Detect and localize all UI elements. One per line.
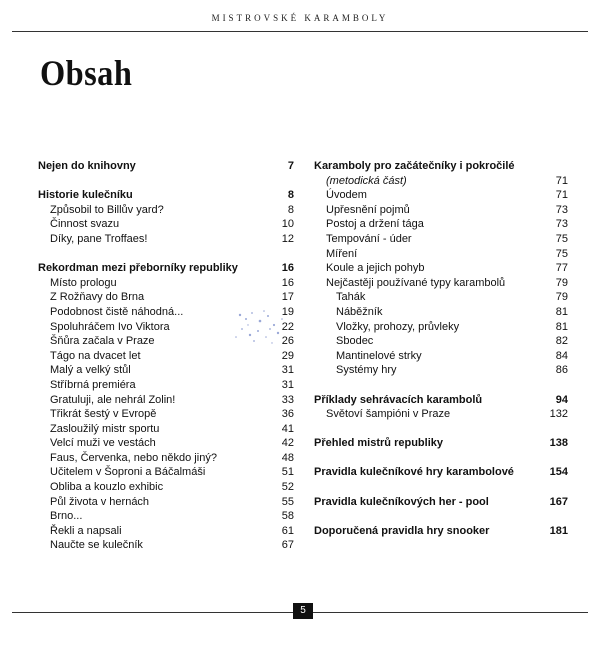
toc-entry-title: Příklady sehrávacích karambolů: [314, 393, 483, 406]
toc-left-column: [38, 159, 294, 553]
toc-entry: [314, 203, 568, 218]
running-head: MISTROVSKÉ KARAMBOLY: [211, 13, 389, 23]
toc-entry-page: 7: [287, 160, 294, 172]
toc-entry: [38, 378, 294, 393]
toc-entry-title: Z Rožňavy do Brna: [50, 291, 145, 304]
toc-right-column: [314, 159, 568, 538]
toc-entry: [38, 495, 294, 510]
toc-entry-page: 41: [281, 422, 294, 435]
toc-entry-page: 36: [281, 408, 294, 421]
toc-entry-page: 154: [549, 466, 568, 479]
toc-entry-page: 31: [281, 364, 294, 377]
toc-entry-page: 75: [555, 247, 568, 260]
toc-entry-page: 58: [281, 510, 294, 523]
toc-entry-page: 16: [281, 262, 294, 275]
toc-entry-title: Stříbrná premiéra: [50, 378, 136, 391]
toc-entry-title: Učitelem v Šoproni a Báčalmáši: [50, 466, 206, 479]
toc-entry: [38, 393, 294, 408]
toc-entry-title: Pravidla kulečníkové hry karambolové: [314, 466, 514, 479]
toc-entry-title: Způsobil to Billův yard?: [50, 203, 164, 216]
toc-entry-page: 167: [549, 495, 568, 508]
toc-entry-title: Malý a velký stůl: [50, 364, 131, 377]
toc-entry: [38, 436, 294, 451]
toc-entry: [314, 174, 568, 189]
toc-entry: [38, 509, 294, 524]
toc-entry: [314, 276, 568, 291]
toc-spacer: [314, 422, 568, 437]
toc-entry-title: Karamboly pro začátečníky i pokročilé: [314, 160, 515, 172]
toc-section: [314, 495, 568, 510]
toc-entry-title: Tahák: [336, 291, 366, 304]
header-rule: [12, 31, 588, 32]
page-title: Obsah: [40, 53, 133, 93]
toc-entry: [314, 261, 568, 276]
toc-entry-title: Naučte se kulečník: [50, 539, 143, 552]
toc-entry-title: (metodická část): [326, 174, 407, 187]
toc-entry-page: 26: [281, 335, 294, 348]
toc-entry: [38, 334, 294, 349]
toc-spacer: [38, 174, 294, 189]
toc-entry-page: 31: [281, 378, 294, 391]
toc-entry-page: 86: [555, 364, 568, 377]
toc-entry: [38, 451, 294, 466]
toc-entry-title: Koule a jejich pohyb: [326, 262, 425, 275]
toc-entry: [314, 188, 568, 203]
toc-entry: [314, 349, 568, 364]
toc-entry: [314, 363, 568, 378]
toc-entry-title: Faus, Červenka, nebo někdo jiný?: [50, 451, 217, 464]
toc-entry-title: Nejčastěji používané typy karambolů: [326, 276, 506, 289]
toc-entry: [38, 276, 294, 291]
toc-entry-page: 42: [281, 437, 294, 450]
toc-entry-page: 79: [555, 291, 568, 304]
toc-entry-page: 67: [281, 539, 294, 552]
toc-entry-title: Velcí muži ve vestách: [50, 437, 156, 450]
toc-entry-title: Nejen do knihovny: [38, 160, 136, 172]
toc-section: [314, 159, 568, 174]
toc-entry-page: 51: [281, 466, 294, 479]
toc-entry: [314, 320, 568, 335]
toc-entry-title: Tágo na dvacet let: [50, 349, 141, 362]
toc-entry-page: 81: [555, 305, 568, 318]
toc-entry-title: Podobnost čistě náhodná...: [50, 305, 184, 318]
toc-entry: [314, 407, 568, 422]
toc-entry: [38, 465, 294, 480]
toc-entry-page: 22: [281, 320, 294, 333]
toc-entry-page: 10: [281, 218, 294, 231]
toc-entry-page: 8: [287, 203, 294, 216]
toc-entry-page: 71: [555, 174, 568, 187]
toc-spacer: [314, 378, 568, 393]
toc-entry-title: Pravidla kulečníkových her - pool: [314, 495, 489, 508]
toc-entry-page: 132: [549, 408, 568, 421]
toc-entry-title: Činnost svazu: [50, 218, 120, 231]
toc-entry-title: Díky, pane Troffaes!: [50, 232, 148, 245]
toc-entry: [38, 217, 294, 232]
toc-entry-title: Třikrát šestý v Evropě: [50, 408, 157, 421]
toc-section: [314, 436, 568, 451]
toc-entry: [38, 203, 294, 218]
toc-spacer: [314, 509, 568, 524]
toc-section: [314, 524, 568, 539]
toc-entry: [38, 232, 294, 247]
toc-entry-title: Míření: [326, 247, 358, 260]
toc-entry-page: 79: [555, 276, 568, 289]
toc-section: [38, 159, 294, 174]
toc-entry-page: 33: [281, 393, 294, 406]
toc-spacer: [314, 480, 568, 495]
toc-entry-page: 52: [281, 481, 294, 494]
toc-entry-page: 82: [555, 335, 568, 348]
toc-entry: [38, 407, 294, 422]
toc-entry-title: Tempování - úder: [326, 232, 412, 245]
toc-entry-title: Postoj a držení tága: [326, 218, 424, 231]
toc-entry-page: 84: [555, 349, 568, 362]
toc-section: [314, 465, 568, 480]
toc-entry: [314, 290, 568, 305]
toc-section: [38, 188, 294, 203]
toc-entry-title: Zasloužilý mistr sportu: [50, 422, 160, 435]
toc-entry-page: 17: [281, 291, 294, 304]
toc-spacer: [38, 247, 294, 262]
toc-entry-title: Místo prologu: [50, 276, 117, 289]
page-number-badge: 5: [293, 603, 313, 619]
toc-entry: [314, 305, 568, 320]
toc-section: [38, 261, 294, 276]
toc-entry: [314, 247, 568, 262]
toc-entry-page: 19: [281, 305, 294, 318]
toc-entry-page: 138: [549, 437, 568, 450]
toc-entry-title: Řekli a napsali: [50, 524, 122, 537]
toc-entry-page: 73: [555, 218, 568, 231]
toc-entry: [314, 232, 568, 247]
toc-entry-title: Historie kulečníku: [38, 189, 133, 202]
toc-entry-title: Upřesnění pojmů: [326, 203, 410, 216]
toc-entry-title: Doporučená pravidla hry snooker: [314, 524, 490, 537]
toc-entry-title: Šňůra začala v Praze: [50, 335, 155, 348]
toc-entry-page: 29: [281, 349, 294, 362]
toc-entry-page: 55: [281, 495, 294, 508]
toc-entry: [38, 349, 294, 364]
toc-entry-title: Úvodem: [326, 189, 367, 202]
toc-entry-page: 81: [555, 320, 568, 333]
toc-entry: [38, 363, 294, 378]
toc-entry: [38, 305, 294, 320]
toc-entry-page: 12: [281, 232, 294, 245]
toc-entry-title: Přehled mistrů republiky: [314, 437, 443, 450]
toc-entry-page: 94: [555, 393, 568, 406]
toc-entry-title: Systémy hry: [336, 364, 397, 377]
toc-entry-page: 181: [549, 524, 568, 537]
toc-entry-title: Mantinelové strky: [336, 349, 422, 362]
toc-entry: [38, 422, 294, 437]
toc-entry: [38, 320, 294, 335]
toc-entry-title: Brno...: [50, 510, 83, 523]
toc-entry-title: Půl života v hernách: [50, 495, 150, 508]
toc-entry-page: 48: [281, 451, 294, 464]
toc-entry-page: 16: [281, 276, 294, 289]
toc-entry: [38, 480, 294, 495]
toc-entry-title: Obliba a kouzlo exhibic: [50, 481, 164, 494]
toc-entry-page: 61: [281, 524, 294, 537]
toc-entry-title: Náběžník: [336, 305, 383, 318]
toc-entry-title: Gratuluji, ale nehrál Zolin!: [50, 393, 176, 406]
toc-entry-page: 71: [555, 189, 568, 202]
toc-entry: [38, 290, 294, 305]
toc-entry: [314, 334, 568, 349]
toc-entry-page: 77: [555, 262, 568, 275]
toc-entry-title: Rekordman mezi přeborníky republiky: [38, 262, 238, 275]
toc-spacer: [314, 451, 568, 466]
toc-entry-page: 73: [555, 203, 568, 216]
toc-entry-page: 75: [555, 232, 568, 245]
toc-entry: [314, 217, 568, 232]
toc-entry-title: Spoluhráčem Ivo Viktora: [50, 320, 170, 333]
toc-section: [314, 393, 568, 408]
toc-entry-page: 8: [287, 189, 294, 202]
toc-entry: [38, 538, 294, 553]
toc-entry: [38, 524, 294, 539]
toc-entry-title: Vložky, prohozy, průvleky: [336, 320, 460, 333]
toc-entry-title: Sbodec: [336, 335, 374, 348]
toc-entry-title: Světoví šampióni v Praze: [326, 408, 451, 421]
